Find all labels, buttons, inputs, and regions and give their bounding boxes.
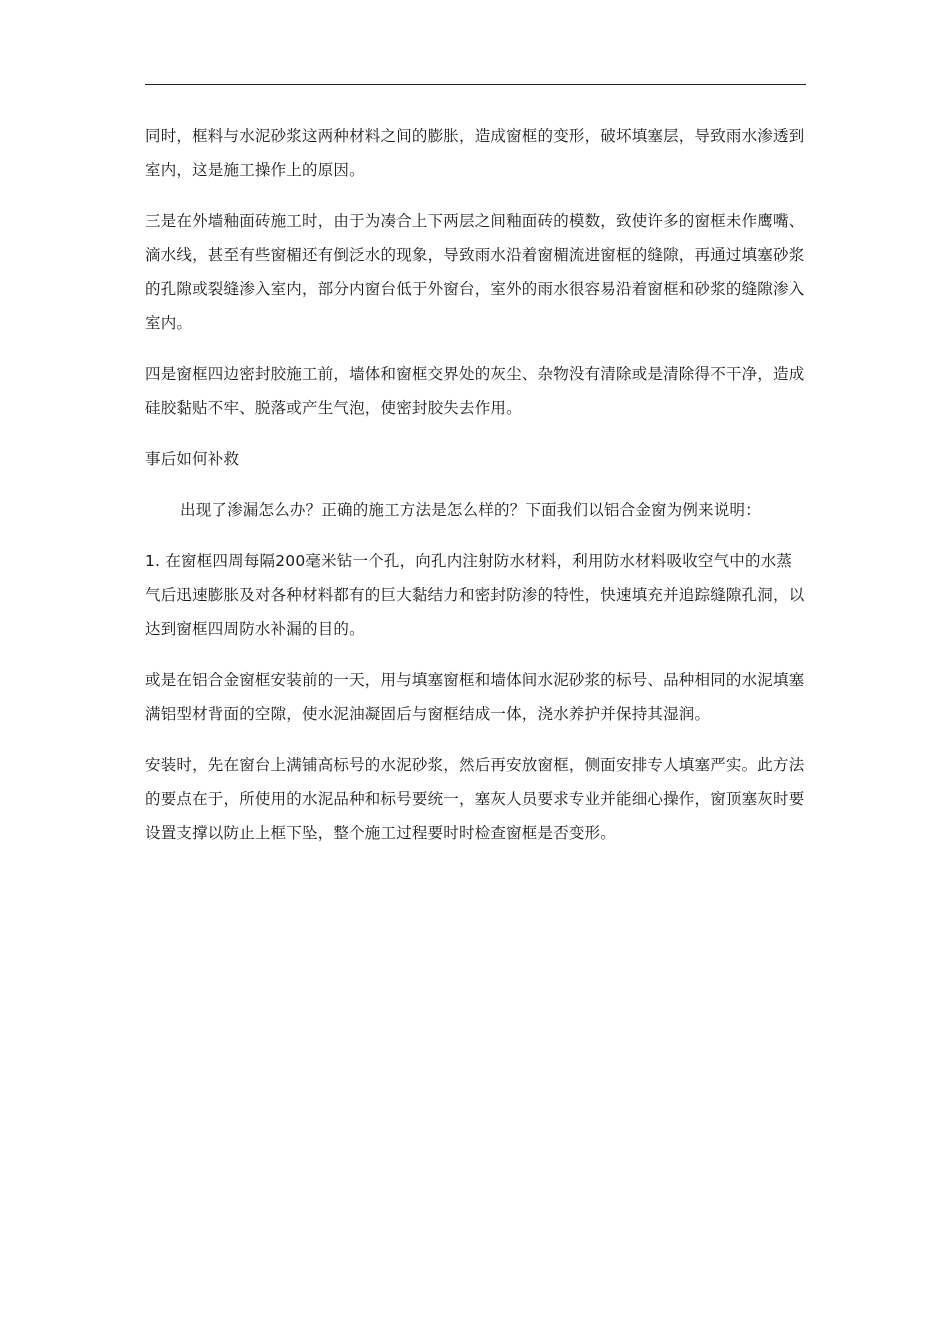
paragraph-cement-prefill: 或是在铝合金窗框安装前的一天，用与填塞窗框和墙体间水泥砂浆的标号、品种相同的水泥填塞满铝型材背面的空隙，使水泥油凝固后与窗框结成一体，浇水养护并保持其湿润。 (145, 671, 805, 723)
paragraph-tile-drip-line: 三是在外墙釉面砖施工时，由于为凑合上下两层之间釉面砖的模数，致使许多的窗框未作鹰嘴、滴水线，甚至有些窗楣还有倒泛水的现象，导致雨水沿着窗楣流进窗框的缝隙，再通过填塞砂浆的孔隙或裂缝渗入室内，部分内窗台低于外窗台，室外的雨水很容易沿着窗框和砂浆的缝隙渗入室内。 (145, 212, 805, 332)
header-rule (145, 84, 806, 85)
section-heading-remedy: 事后如何补救 (145, 450, 240, 468)
paragraph-construction-cause: 同时，框料与水泥砂浆这两种材料之间的膨胀，造成窗框的变形，破坏填塞层，导致雨水渗透到室内，这是施工操作上的原因。 (145, 127, 805, 179)
paragraph-remedy-intro: 出现了渗漏怎么办？正确的施工方法是怎么样的？下面我们以铝合金窗为例来说明： (180, 501, 761, 519)
paragraph-installation: 安装时，先在窗台上满铺高标号的水泥砂浆，然后再安放窗框，侧面安排专人填塞严实。此方法的要点在于，所使用的水泥品种和标号要统一，塞灰人员要求专业并能细心操作，窗顶塞灰时要设置支撑以防止上框下坠，整个施工过程要时时检查窗框是否变形。 (145, 756, 805, 842)
paragraph-step-1-drilling: 1. 在窗框四周每隔200毫米钻一个孔，向孔内注射防水材料，利用防水材料吸收空气中的水蒸气后迅速膨胀及对各种材料都有的巨大黏结力和密封防渗的特性，快速填充并追踪缝隙孔洞，以达到窗框四周防水补漏的目的。 (145, 552, 805, 638)
paragraph-sealant-dust: 四是窗框四边密封胶施工前，墙体和窗框交界处的灰尘、杂物没有清除或是清除得不干净，造成硅胶黏贴不牢、脱落或产生气泡，使密封胶失去作用。 (145, 365, 805, 417)
document-body (145, 119, 807, 867)
